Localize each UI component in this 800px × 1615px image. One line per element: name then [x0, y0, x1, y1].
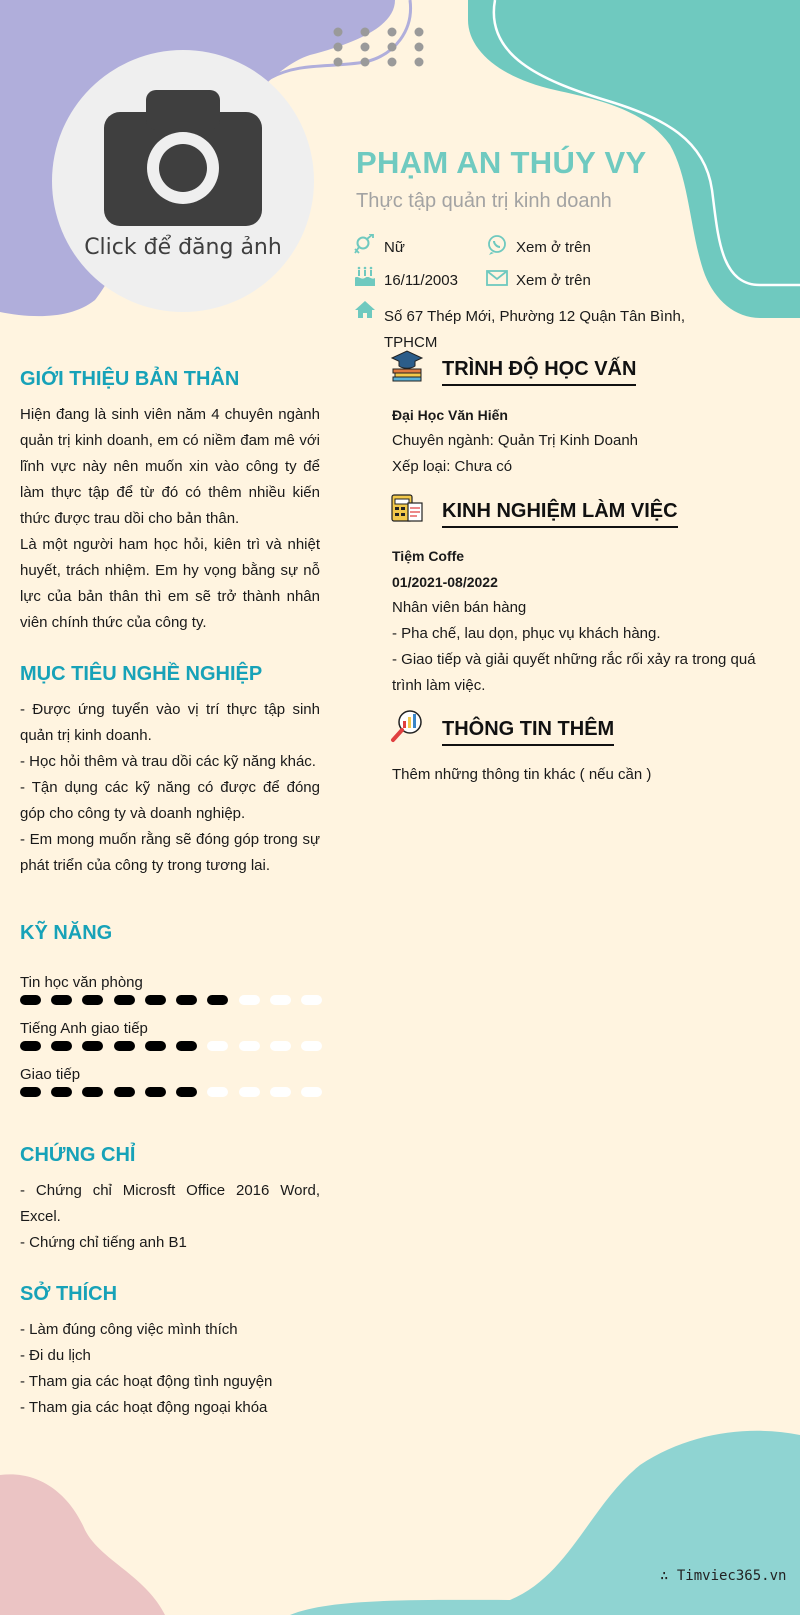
certificate-item: - Chứng chỉ tiếng anh B1	[20, 1234, 187, 1251]
skill-dash-filled	[176, 1087, 197, 1097]
skill-dash-filled	[20, 995, 41, 1005]
skill-dash-empty	[270, 1087, 291, 1097]
certificate-item: - Chứng chỉ Microsft Office 2016 Word, Excel.	[20, 1182, 320, 1225]
skill-dash-filled	[51, 1041, 72, 1051]
skill-name: Tin học văn phòng	[20, 974, 143, 991]
objective-item: - Học hỏi thêm và trau dồi các kỹ năng khác.	[20, 753, 316, 770]
avatar-upload-text: Click để đăng ảnh	[84, 235, 282, 260]
about-paragraph-1: Hiện đang là sinh viên năm 4 chuyên ngành quản trị kinh doanh, em có niềm đam mê với lĩnh vực này nên muốn xin vào công ty để làm thực tập để từ đó có thêm nhiều kiến thức được trau dồi cho bản thân.	[20, 406, 320, 527]
skill-dash-filled	[114, 1087, 135, 1097]
skill-dash-empty	[207, 1087, 228, 1097]
company-name: Tiệm Coffe	[392, 548, 465, 564]
hobbies-title: SỞ THÍCH	[20, 1283, 118, 1305]
additional-text: Thêm những thông tin khác ( nếu cần )	[392, 766, 652, 783]
work-duty: - Giao tiếp và giải quyết những rắc rối xảy ra trong quá trình làm việc.	[392, 651, 756, 694]
work-period: 01/2021-08/2022	[392, 574, 498, 590]
hobby-item: - Tham gia các hoạt động ngoại khóa	[20, 1399, 268, 1416]
skill-dash-filled	[145, 995, 166, 1005]
skill-dash-filled	[82, 1087, 103, 1097]
candidate-name: PHẠM AN THÚY VY	[356, 145, 647, 180]
skill-dash-filled	[145, 1041, 166, 1051]
magnifier-chart-icon	[390, 709, 424, 743]
skill-dash-filled	[20, 1041, 41, 1051]
objective-item: - Tận dụng các kỹ năng có được để đóng góp cho công ty và doanh nghiệp.	[20, 779, 320, 822]
about-paragraph-2: Là một người ham học hỏi, kiên trì và nhiệt huyết, trách nhiệm. Em hy vọng bằng sự nỗ lực của bản thân thì em sẽ trở thành nhân viên chính thức của công ty.	[20, 536, 320, 631]
skill-dash-filled	[176, 1041, 197, 1051]
address	[384, 304, 704, 356]
gender-icon	[354, 234, 376, 256]
work-position: Nhân viên bán hàng	[392, 599, 527, 616]
skill-dash-empty	[301, 995, 322, 1005]
home-icon	[354, 299, 376, 321]
avatar-upload[interactable]	[52, 50, 314, 312]
hobbies-list	[20, 1317, 320, 1421]
phone-icon	[486, 234, 508, 256]
job-title: Thực tập quản trị kinh doanh	[356, 190, 612, 212]
phone-value: Xem ở trên	[516, 239, 591, 256]
skill-name: Giao tiếp	[20, 1066, 81, 1083]
skill-dash-filled	[114, 995, 135, 1005]
about-title: GIỚI THIỆU BẢN THÂN	[20, 368, 240, 390]
skill-dash-empty	[301, 1087, 322, 1097]
education-title: TRÌNH ĐỘ HỌC VẤN	[442, 358, 636, 386]
education-major: Chuyên ngành: Quản Trị Kinh Doanh	[392, 432, 638, 449]
certificates-title: CHỨNG CHỈ	[20, 1144, 136, 1166]
skill-dash-empty	[270, 1041, 291, 1051]
camera-icon	[104, 90, 262, 226]
hobby-item: - Tham gia các hoạt động tình nguyện	[20, 1373, 273, 1390]
teal-blob-bottom	[290, 1431, 800, 1615]
hobby-item: - Làm đúng công việc mình thích	[20, 1321, 238, 1338]
about-text	[20, 402, 320, 636]
skill-dash-filled	[20, 1087, 41, 1097]
address-line-2: TPHCM	[384, 334, 438, 351]
skill-dash-empty	[301, 1041, 322, 1051]
address-line-1: Số 67 Thép Mới, Phường 12 Quận Tân Bình,	[384, 308, 686, 325]
birthday-cake-icon	[354, 265, 376, 287]
skill-dash-empty	[239, 995, 260, 1005]
email-value: Xem ở trên	[516, 272, 591, 289]
objective-title: MỤC TIÊU NGHỀ NGHIỆP	[20, 663, 263, 685]
skill-dash-empty	[270, 995, 291, 1005]
skill-dash-filled	[51, 995, 72, 1005]
skill-level-bar	[20, 1041, 322, 1051]
work-duty: - Pha chế, lau dọn, phục vụ khách hàng.	[392, 625, 661, 642]
school-name: Đại Học Văn Hiến	[392, 407, 508, 423]
graduation-books-icon	[390, 349, 424, 383]
experience-title: KINH NGHIỆM LÀM VIỆC	[442, 500, 678, 528]
objective-item: - Em mong muốn rằng sẽ đóng góp trong sự phát triển của công ty trong tương lai.	[20, 831, 320, 874]
gender-value: Nữ	[384, 239, 405, 256]
objective-item: - Được ứng tuyển vào vị trí thực tập sinh quản trị kinh doanh.	[20, 701, 320, 744]
skill-dash-filled	[176, 995, 197, 1005]
objective-list	[20, 697, 320, 879]
work-experience-icon	[390, 491, 424, 525]
skill-level-bar	[20, 1087, 322, 1097]
experience-content	[392, 543, 762, 699]
additional-title: THÔNG TIN THÊM	[442, 718, 614, 746]
skill-dash-filled	[145, 1087, 166, 1097]
skill-dash-filled	[82, 995, 103, 1005]
skill-dash-empty	[239, 1087, 260, 1097]
skill-level-bar	[20, 995, 322, 1005]
pink-blob	[0, 1474, 165, 1615]
site-watermark: ∴ Timviec365.vn	[660, 1568, 787, 1584]
skill-dash-filled	[207, 995, 228, 1005]
skill-dash-empty	[207, 1041, 228, 1051]
certificates-list	[20, 1178, 320, 1256]
birthday-value: 16/11/2003	[384, 272, 458, 289]
skills-title: KỸ NĂNG	[20, 922, 113, 944]
hobby-item: - Đi du lịch	[20, 1347, 91, 1364]
skill-dash-filled	[82, 1041, 103, 1051]
education-content	[392, 402, 762, 480]
skill-name: Tiếng Anh giao tiếp	[20, 1020, 148, 1037]
email-icon	[486, 267, 508, 289]
skill-dash-filled	[114, 1041, 135, 1051]
skill-dash-empty	[239, 1041, 260, 1051]
skill-dash-filled	[51, 1087, 72, 1097]
education-rank: Xếp loại: Chưa có	[392, 458, 513, 475]
